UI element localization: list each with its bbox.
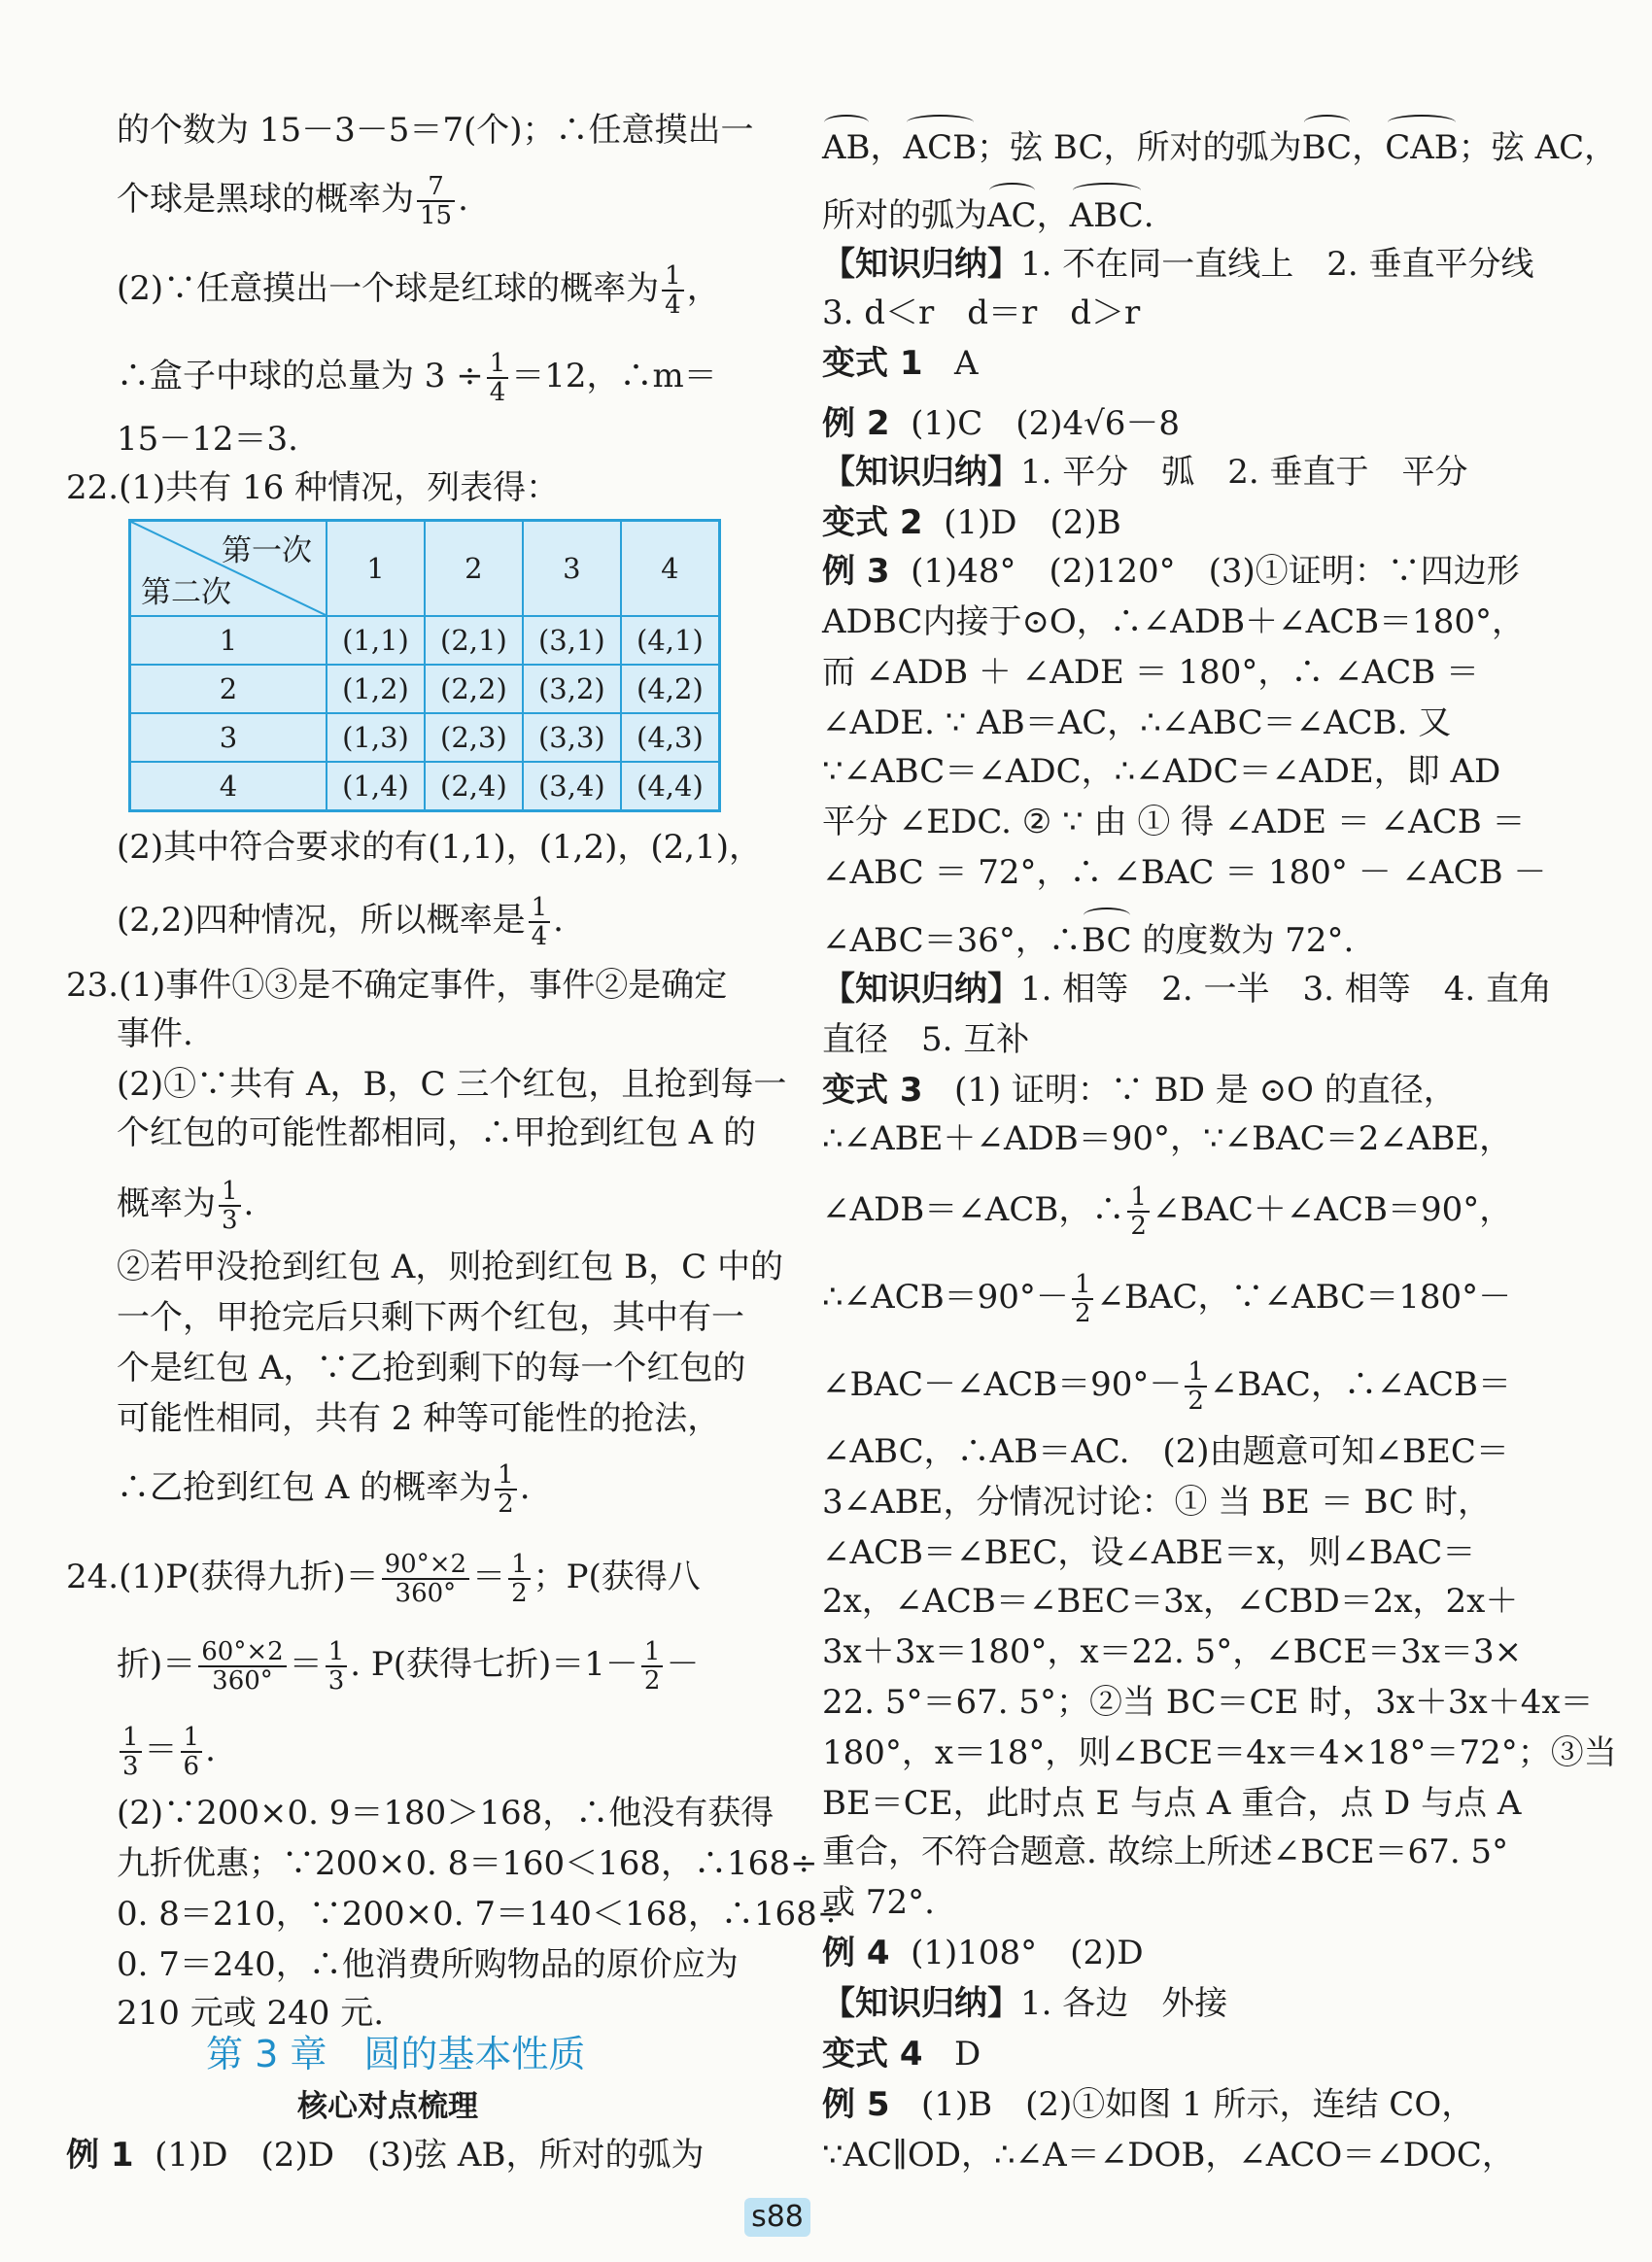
variant-1: 变式 1 A xyxy=(822,344,979,383)
variant-3-line-7: 3∠ABE，分情况讨论：① 当 BE ＝ BC 时， xyxy=(822,1483,1491,1522)
example-1-line: 例 1 (1)D (2)D (3)弦 AB，所对的弧为 xyxy=(66,2136,705,2175)
table-row xyxy=(130,616,720,665)
fraction: $\frac{1}{4}$ xyxy=(662,262,684,319)
knowledge-summary-1: 【知识归纳】1. 不在同一直线上 2. 垂直平分线 xyxy=(822,245,1534,284)
q23-line-1: 23.(1)事件①③是不确定事件，事件②是确定 xyxy=(66,966,728,1005)
table-row xyxy=(130,762,720,811)
q24-line-2: 折)＝ $\frac{60^\circ\times 2}{360^\circ}$ ＝ $\frac{1}{3}$ . P(获得七折)＝1－ $\frac{1}{2}$ － xyxy=(117,1637,700,1696)
table-cell: (3,2) xyxy=(523,665,621,713)
variant-3-line-2: ∴∠ABE＋∠ADB＝90°，∵∠BAC＝2∠ABE， xyxy=(822,1119,1513,1158)
section-title: 核心对点梳理 xyxy=(297,2089,478,2124)
chapter-title: 第 3 章 圆的基本性质 xyxy=(206,2033,586,2075)
row-header: 1 xyxy=(130,616,327,665)
table-cell: (2,2) xyxy=(425,665,523,713)
variant-3-line-10: 3x＋3x＝180°，x＝22. 5°，∠BCE＝3x＝3× xyxy=(822,1632,1523,1671)
q23-line-3: (2)①∵共有 A，B，C 三个红包，且抢到每一 xyxy=(117,1065,787,1104)
variant-3-line-5: ∠BAC－∠ACB＝90°－ $\frac{1}{2}$ ∠BAC，∴∠ACB＝ xyxy=(822,1357,1511,1416)
table-cell: (4,4) xyxy=(621,762,720,811)
fraction: $\frac{1}{2}$ xyxy=(508,1551,531,1607)
q21-line-5: 15－12＝3. xyxy=(117,420,298,459)
col-header: 2 xyxy=(425,521,523,617)
variant-3-line-8: ∠ACB＝∠BEC，设∠ABE＝x，则∠BAC＝ xyxy=(822,1533,1476,1572)
fraction: $\frac{1}{2}$ xyxy=(1185,1358,1207,1415)
fraction: $\frac{7}{15}$ xyxy=(417,173,455,229)
q24-line-1: 24.(1)P(获得九折)＝ $\frac{90^\circ\times 2}{360^\circ}$ ＝ $\frac{1}{2}$ ；P(获得八 xyxy=(66,1550,701,1608)
q22-line-1: 22.(1)共有 16 种情况，列表得： xyxy=(66,468,560,507)
example-3-line-1: 例 3 (1)48° (2)120° (3)①证明：∵四边形 xyxy=(822,552,1520,591)
table-cell: (3,1) xyxy=(523,616,621,665)
table-cell: (1,4) xyxy=(327,762,425,811)
q23-line-2: 事件. xyxy=(117,1014,193,1053)
fraction: $\frac{1}{2}$ xyxy=(1072,1271,1094,1327)
table-cell: (3,4) xyxy=(523,762,621,811)
example-3-line-4: ∠ADE. ∵ AB＝AC，∴∠ABC＝∠ACB. 又 xyxy=(822,703,1452,742)
arc-symbol: CAB xyxy=(1385,120,1459,171)
table-cell: (2,4) xyxy=(425,762,523,811)
q24-line-6: 0. 8＝210，∵200×0. 7＝140＜168，∴168÷ xyxy=(117,1895,845,1934)
q23-line-7: 一个，甲抢完后只剩下两个红包，其中有一 xyxy=(117,1298,744,1337)
arc-symbol: BC xyxy=(1082,913,1132,964)
example-3-line-8: ∠ABC＝36°，∴BC 的度数为 72°. xyxy=(822,913,1354,960)
example-3-line-2: ADBC内接于⊙O，∴∠ADB＋∠ACB＝180°， xyxy=(822,602,1526,641)
col-header: 1 xyxy=(327,521,425,617)
table-cell: (4,3) xyxy=(621,713,720,762)
q24-line-8: 210 元或 240 元. xyxy=(117,1994,385,2033)
fraction: $\frac{1}{2}$ xyxy=(1127,1183,1150,1240)
fraction: $\frac{1}{4}$ xyxy=(487,350,509,406)
arc-symbol: BC xyxy=(1302,120,1353,171)
variant-3-line-4: ∴∠ACB＝90°－ $\frac{1}{2}$ ∠BAC，∵∠ABC＝180°－ xyxy=(822,1270,1512,1328)
variant-4: 变式 4 D xyxy=(822,2035,981,2074)
q24-line-4: (2)∵200×0. 9＝180＞168，∴他没有获得 xyxy=(117,1794,774,1833)
example-3-line-5: ∵∠ABC＝∠ADC，∴∠ADC＝∠ADE，即 AD xyxy=(822,752,1501,791)
variant-3-line-12: 180°，x＝18°，则∠BCE＝4x＝4×18°＝72°；③当 xyxy=(822,1733,1617,1772)
example-1-arcs-line-2: 所对的弧为AC，ABC. xyxy=(822,188,1154,235)
q24-line-3: $\frac{1}{3}$ ＝ $\frac{1}{6}$ . xyxy=(117,1724,216,1770)
col-header: 3 xyxy=(523,521,621,617)
corner-label-first: 第一次 xyxy=(222,533,312,568)
arc-symbol: ABC xyxy=(1070,188,1144,239)
example-3-line-7: ∠ABC ＝ 72°，∴ ∠BAC ＝ 180° － ∠ACB － xyxy=(822,853,1547,892)
arc-symbol: AC xyxy=(987,188,1037,239)
table-cell: (2,3) xyxy=(425,713,523,762)
knowledge-summary-4: 【知识归纳】1. 各边 外接 xyxy=(822,1984,1228,2023)
example-2: 例 2 (1)C (2)4√6－8 xyxy=(822,404,1181,443)
variant-3-line-6: ∠ABC，∴AB＝AC. (2)由题意可知∠BEC＝ xyxy=(822,1432,1509,1471)
table-cell: (4,2) xyxy=(621,665,720,713)
variant-3-line-13: BE＝CE，此时点 E 与点 A 重合，点 D 与点 A xyxy=(822,1784,1522,1823)
q23-line-9: 可能性相同，共有 2 种等可能性的抢法， xyxy=(117,1399,721,1438)
q22-line-2: (2)其中符合要求的有(1,1)，(1,2)，(2,1)， xyxy=(117,828,762,867)
table-cell: (2,1) xyxy=(425,616,523,665)
example-3-line-6: 平分 ∠EDC. ② ∵ 由 ① 得 ∠ADE ＝ ∠ACB ＝ xyxy=(822,803,1526,841)
q23-line-8: 个是红包 A，∵乙抢到剩下的每一个红包的 xyxy=(117,1349,746,1388)
example-5-line-1: 例 5 (1)B (2)①如图 1 所示，连结 CO， xyxy=(822,2085,1475,2124)
fraction: $\frac{90^\circ\times 2}{360^\circ}$ xyxy=(382,1551,469,1607)
knowledge-summary-1b: 3. d＜r d＝r d＞r xyxy=(822,293,1141,332)
q24-line-5: 九折优惠；∵200×0. 8＝160＜168，∴168÷ xyxy=(117,1844,818,1883)
table-corner-cell xyxy=(130,521,327,617)
arc-symbol: ACB xyxy=(904,120,978,171)
table-cell: (1,3) xyxy=(327,713,425,762)
row-header: 2 xyxy=(130,665,327,713)
variant-3-line-3: ∠ADB＝∠ACB，∴ $\frac{1}{2}$ ∠BAC＋∠ACB＝90°， xyxy=(822,1182,1513,1241)
q21-line-3: (2)∵任意摸出一个球是红球的概率为 $\frac{1}{4}$ ， xyxy=(117,261,720,320)
q21-line-1: 的个数为 15－3－5＝7(个)；∴任意摸出一 xyxy=(117,111,754,150)
variant-3-line-15: 或 72°. xyxy=(822,1883,935,1922)
knowledge-summary-2: 【知识归纳】1. 平分 弧 2. 垂直于 平分 xyxy=(822,453,1468,492)
row-header: 4 xyxy=(130,762,327,811)
table-header-row xyxy=(130,521,720,617)
table-row xyxy=(130,713,720,762)
fraction: $\frac{1}{3}$ xyxy=(219,1178,241,1234)
fraction: $\frac{1}{3}$ xyxy=(120,1724,142,1780)
table-row xyxy=(130,665,720,713)
variant-3-line-1: 变式 3 (1) 证明：∵ BD 是 ⊙O 的直径， xyxy=(822,1071,1457,1110)
knowledge-summary-3: 【知识归纳】1. 相等 2. 一半 3. 相等 4. 直角 xyxy=(822,970,1552,1009)
table-cell: (3,3) xyxy=(523,713,621,762)
knowledge-summary-3b: 直径 5. 互补 xyxy=(822,1020,1030,1059)
q23-line-5: 概率为 $\frac{1}{3}$ . xyxy=(117,1177,255,1235)
fraction: $\frac{1}{2}$ xyxy=(641,1638,664,1695)
corner-label-second: 第二次 xyxy=(141,575,231,610)
variant-3-line-11: 22. 5°＝67. 5°；②当 BC＝CE 时，3x＋3x＋4x＝ xyxy=(822,1683,1594,1722)
table-cell: (1,2) xyxy=(327,665,425,713)
fraction: $\frac{1}{3}$ xyxy=(326,1638,348,1695)
arc-symbol: AB xyxy=(822,120,871,171)
q23-line-10: ∴乙抢到红包 A 的概率为 $\frac{1}{2}$ . xyxy=(117,1460,531,1519)
q23-line-4: 个红包的可能性都相同，∴甲抢到红包 A 的 xyxy=(117,1114,757,1152)
q23-line-6: ②若甲没抢到红包 A，则抢到红包 B，C 中的 xyxy=(117,1248,783,1286)
example-label: 例 1 xyxy=(66,2136,134,2175)
variant-2: 变式 2 (1)D (2)B xyxy=(822,503,1121,542)
q22-line-3: (2,2)四种情况，所以概率是 $\frac{1}{4}$ . xyxy=(117,893,564,951)
fraction: $\frac{1}{4}$ xyxy=(529,894,551,950)
table-cell: (1,1) xyxy=(327,616,425,665)
fraction: $\frac{1}{2}$ xyxy=(495,1461,517,1518)
row-header: 3 xyxy=(130,713,327,762)
page-number-badge: s88 xyxy=(744,2198,810,2237)
q21-line-2: 个球是黑球的概率为 $\frac{7}{15}$ . xyxy=(117,172,468,230)
example-5-line-2: ∵AC∥OD，∴∠A＝∠DOB，∠ACO＝∠DOC， xyxy=(822,2136,1515,2175)
variant-3-line-14: 重合，不符合题意. 故综上所述∠BCE＝67. 5° xyxy=(822,1833,1509,1871)
variant-3-line-9: 2x，∠ACB＝∠BEC＝3x，∠CBD＝2x，2x＋ xyxy=(822,1582,1519,1621)
fraction: $\frac{1}{6}$ xyxy=(181,1724,203,1780)
example-1-arcs-line: AB，ACB；弦 BC，所对的弧为BC，CAB；弦 AC， xyxy=(822,120,1617,167)
fraction: $\frac{60^\circ\times 2}{360^\circ}$ xyxy=(198,1638,286,1695)
col-header: 4 xyxy=(621,521,720,617)
q21-line-4: ∴盒子中球的总量为 3 ÷ $\frac{1}{4}$ ＝12，∴m＝ xyxy=(117,349,717,407)
table-cell: (4,1) xyxy=(621,616,720,665)
example-4: 例 4 (1)108° (2)D xyxy=(822,1934,1144,1972)
outcome-table xyxy=(128,519,721,812)
q24-line-7: 0. 7＝240，∴他消费所购物品的原价应为 xyxy=(117,1945,739,1984)
example-3-line-3: 而 ∠ADB ＋ ∠ADE ＝ 180°，∴ ∠ACB ＝ xyxy=(822,653,1479,692)
